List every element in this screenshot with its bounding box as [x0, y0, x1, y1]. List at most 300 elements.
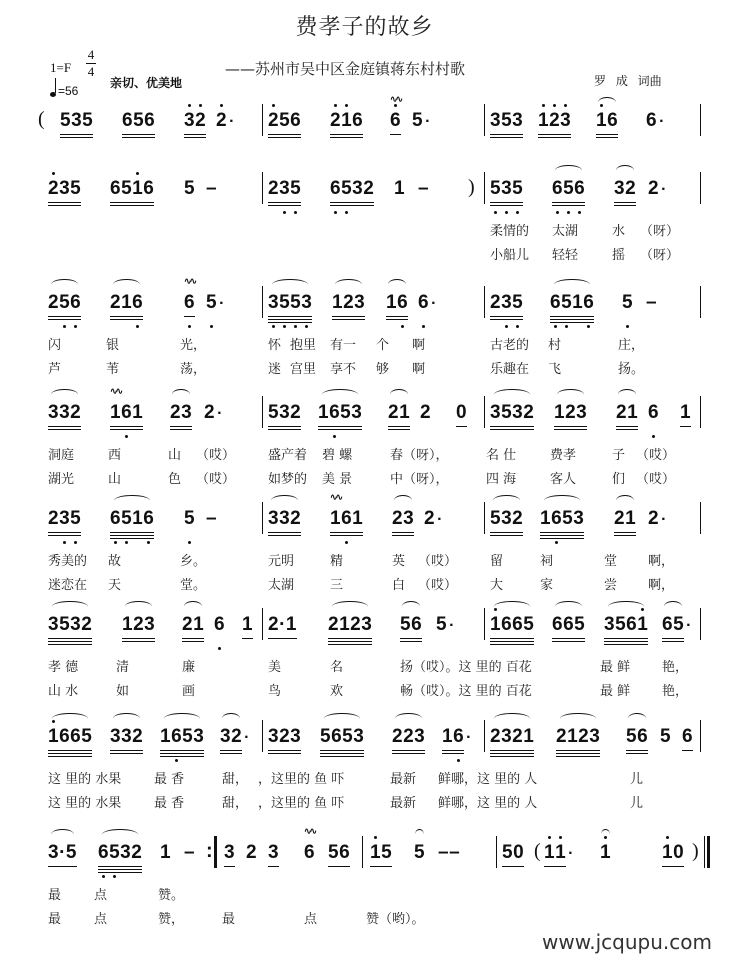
note-digits: [490, 292, 523, 314]
beam-underline: [110, 319, 143, 320]
note-group: [604, 614, 648, 636]
note: 5: [182, 726, 194, 747]
lyric-syllable: 白: [392, 578, 406, 593]
note: 6: [110, 508, 121, 530]
augmentation-dot: ·: [219, 295, 225, 312]
lyric-syllable: 鸟: [268, 684, 282, 699]
lyric-syllable: 扬。: [618, 362, 645, 377]
note-digits: [214, 614, 225, 636]
beam-underline: [268, 202, 301, 203]
note-digits: [268, 292, 312, 314]
note: 3: [290, 726, 302, 747]
note: 3: [576, 402, 588, 423]
note-digits: [438, 842, 460, 864]
score-system: [0, 168, 729, 278]
augmentation-dot: ·: [425, 113, 431, 130]
note-group: [390, 94, 402, 132]
note: 2: [392, 726, 404, 747]
note: 2: [578, 726, 590, 747]
note: 2: [48, 178, 59, 200]
octave-down-dot: [626, 325, 629, 328]
note-group: [550, 292, 594, 314]
beam-underline: [220, 750, 242, 751]
note: 2: [268, 178, 280, 199]
slur-arc: [598, 97, 616, 108]
note-digits: [318, 402, 362, 424]
octave-up-dot: [52, 172, 55, 175]
lyric-syllable: 秀美的: [48, 554, 88, 569]
note-group: [388, 402, 410, 424]
note: 5: [412, 110, 424, 131]
note-group: [544, 842, 574, 864]
beam-underline: [490, 641, 534, 642]
note-digits: [682, 726, 693, 748]
note-group: [392, 726, 425, 748]
lyric-syllable: 最 鲜: [600, 684, 631, 699]
note-digits: [268, 614, 297, 636]
lyric-syllable: 春（呀），: [390, 448, 449, 463]
lyric-syllable: 最 香: [154, 772, 185, 787]
note: 1: [637, 614, 648, 636]
note: 2: [565, 402, 577, 423]
lyric-syllable: 山: [168, 448, 182, 463]
watermark: www.jcqupu.com: [542, 930, 712, 954]
note: 2: [648, 508, 660, 529]
note: 3: [352, 178, 364, 199]
note-digits: [414, 842, 425, 864]
note-group: [110, 726, 143, 748]
note: 6: [552, 614, 564, 635]
note: 3: [279, 402, 291, 423]
note: 6: [341, 508, 352, 530]
note-group: [626, 726, 648, 748]
note: 2: [350, 614, 362, 635]
beam-underline: [170, 426, 192, 427]
note: 1: [352, 508, 364, 529]
octave-down-dot: [147, 541, 150, 544]
beam-underline: [48, 644, 92, 645]
note: 6: [646, 110, 658, 131]
note-group: [502, 842, 524, 864]
lyric-syllable: 美 景: [322, 472, 353, 487]
beam-underline: [614, 202, 636, 203]
note-digits: [552, 178, 585, 200]
note: 2: [614, 508, 626, 529]
lyric-syllable: 村: [548, 338, 562, 353]
lyric-syllable: 儿: [630, 772, 644, 787]
octave-down-dot: [578, 211, 581, 214]
note: 6: [70, 726, 82, 747]
slur-arc: [102, 829, 137, 840]
beam-underline: [490, 644, 534, 645]
note: 2: [512, 726, 524, 747]
score-system: [0, 604, 729, 714]
note-digits: [600, 842, 611, 864]
note: 5: [109, 842, 120, 864]
note-group: [370, 842, 392, 864]
note: 6: [512, 614, 524, 635]
note-group: [490, 178, 523, 200]
score-system: [0, 716, 729, 826]
slur-arc: [494, 389, 529, 400]
slur-arc: [494, 601, 529, 612]
note-group: [332, 292, 365, 314]
note: 1: [662, 842, 673, 864]
note-symbol: ·: [59, 842, 66, 863]
beam-underline: [330, 134, 363, 135]
note-group: [540, 508, 584, 530]
note: 6: [132, 292, 143, 314]
beam-underline: [122, 641, 155, 642]
note: 5: [65, 842, 77, 863]
beam-underline: [182, 641, 204, 642]
octave-down-dot: [188, 325, 191, 328]
beam-underline: [604, 644, 648, 645]
note: 2: [48, 292, 60, 313]
note-group: [424, 508, 443, 530]
note: 3: [59, 402, 71, 423]
beam-underline: [268, 535, 301, 536]
note: 5: [279, 292, 290, 314]
beam-underline: [490, 316, 523, 317]
note-group: [394, 178, 405, 200]
note: 5: [436, 614, 448, 635]
note-group: [268, 614, 297, 636]
beam-underline: [662, 638, 684, 639]
augmentation-dot: ·: [466, 729, 472, 746]
augmentation-dot: ·: [431, 295, 437, 312]
bar-line: [262, 104, 263, 136]
beam-underline: [110, 205, 154, 206]
note-symbol: –: [206, 508, 218, 529]
lyric-syllable: 点: [304, 912, 318, 927]
octave-down-dot: [283, 211, 286, 214]
slur-arc: [493, 495, 520, 506]
beam-underline: [614, 532, 636, 533]
note: 0: [673, 842, 685, 863]
octave-down-dot: [114, 541, 117, 544]
note: 2: [490, 292, 502, 313]
note-group: [328, 614, 372, 636]
note-digits: [110, 292, 143, 314]
note-group: [110, 386, 144, 424]
slur-arc: [616, 165, 634, 176]
note-group: [328, 842, 350, 864]
bar-line: [484, 720, 485, 752]
note-digits: [48, 614, 92, 636]
note-digits: [544, 842, 566, 864]
note: 6: [329, 402, 340, 424]
octave-up-dot: [374, 836, 377, 839]
beam-underline: [662, 866, 684, 867]
note-digits: [370, 842, 392, 864]
note: 1: [523, 726, 535, 747]
note-symbol: ·: [279, 614, 286, 635]
note-symbol: –: [418, 178, 430, 199]
note: 2: [290, 402, 302, 423]
note-digits: [442, 726, 464, 748]
lyric-syllable: 柔情的: [490, 224, 530, 239]
note-digits: [110, 178, 154, 200]
beam-underline: [268, 322, 312, 323]
note: 2: [133, 614, 145, 635]
lyric-syllable: 点: [94, 912, 108, 927]
note: 1: [394, 178, 406, 199]
note: 6: [626, 614, 638, 635]
note-group: [490, 614, 534, 636]
beam-underline: [48, 638, 92, 639]
note: 1: [386, 292, 398, 313]
note-digits: [418, 178, 429, 200]
note-group: [442, 726, 472, 748]
note-group: [418, 178, 429, 200]
lyric-syllable: 太湖: [552, 224, 579, 239]
beam-underline: [550, 319, 594, 320]
note: 1: [567, 726, 579, 747]
note: 3: [59, 508, 70, 530]
beam-underline: [268, 532, 301, 533]
lyric-syllable: 元明: [268, 554, 295, 569]
note: 1: [680, 402, 692, 423]
note: 1: [554, 402, 566, 423]
note-digits: [184, 842, 195, 864]
bar-line: [700, 720, 701, 752]
parenthesis: ): [468, 176, 475, 198]
note: 6: [143, 178, 155, 199]
slur-arc: [172, 389, 190, 400]
note-digits: [304, 826, 316, 864]
beam-underline: [544, 866, 566, 867]
note: 6: [143, 508, 154, 530]
bar-line: [262, 608, 263, 640]
note: 5: [414, 842, 426, 863]
note-digits: [390, 94, 402, 132]
note: 6: [352, 110, 364, 131]
note-group: [268, 726, 301, 748]
octave-up-dot: [564, 104, 567, 107]
lyric-syllable: 美: [268, 660, 282, 675]
beam-underline: [328, 644, 372, 645]
note-group: [48, 292, 81, 314]
note: 5: [59, 614, 71, 635]
lyric-syllable: 太湖: [268, 578, 295, 593]
octave-down-dot: [63, 325, 66, 328]
octave-down-dot: [505, 211, 508, 214]
note-digits: [490, 726, 534, 748]
note-digits: [394, 178, 405, 200]
lyric-syllable: 飞: [548, 362, 562, 377]
note-symbol: –: [438, 842, 450, 863]
lyric-syllable: 小船儿: [490, 248, 530, 263]
note: 3: [110, 726, 122, 747]
slur-arc: [222, 713, 240, 724]
note: 1: [370, 842, 381, 864]
beam-underline: [48, 866, 77, 867]
note-group: [660, 726, 671, 748]
beam-underline: [328, 638, 372, 639]
octave-down-dot: [333, 435, 336, 438]
note: 6: [501, 614, 513, 635]
note: 2: [556, 726, 568, 747]
slur-arc: [402, 601, 420, 612]
note-group: [614, 178, 636, 200]
octave-down-dot: [74, 325, 77, 328]
note-digits: [328, 842, 350, 864]
note: 0: [456, 402, 468, 423]
note: 1: [110, 402, 122, 423]
note-digits: [490, 178, 523, 200]
note: 3: [512, 402, 524, 423]
bar-line: [362, 836, 363, 868]
beam-underline: [330, 205, 374, 206]
beam-underline: [490, 750, 534, 751]
note: 6: [304, 842, 316, 863]
note: 3: [120, 842, 132, 863]
note-symbol: –: [206, 178, 218, 199]
note-group: [206, 178, 217, 200]
note-digits: [502, 842, 524, 864]
note: 2: [392, 508, 404, 529]
note-group: [160, 842, 171, 864]
beam-underline: [490, 202, 523, 203]
note: 3: [589, 726, 601, 747]
octave-up-dot: [666, 836, 669, 839]
beam-underline: [60, 137, 93, 138]
lyric-syllable: 中（呀），: [390, 472, 449, 487]
note: 3: [144, 614, 156, 635]
note: 5: [561, 292, 572, 314]
note: 5: [70, 178, 82, 199]
octave-down-dot: [555, 541, 558, 544]
octave-down-dot: [136, 325, 139, 328]
note-digits: [216, 110, 227, 132]
octave-down-dot: [188, 541, 191, 544]
note-digits: [604, 614, 648, 636]
beam-underline: [662, 641, 684, 642]
beam-underline: [110, 753, 143, 754]
note: 6: [59, 726, 71, 747]
note: 3: [512, 110, 524, 131]
note: 3: [501, 508, 513, 529]
lyric-syllable: 赞（哟）。: [366, 912, 425, 927]
beam-underline: [220, 753, 242, 754]
beam-underline: [48, 316, 81, 317]
bar-line: [484, 172, 485, 204]
octave-down-dot: [457, 759, 460, 762]
note-group: [220, 726, 250, 748]
note: 1: [596, 110, 607, 132]
trill-icon: ∿∿: [304, 826, 316, 836]
octave-up-dot: [220, 104, 223, 107]
lyric-syllable: 啊，: [648, 554, 675, 569]
note: 2: [330, 110, 341, 132]
beam-underline: [98, 872, 142, 873]
note: 3: [268, 292, 279, 314]
lyric-syllable: 荡，: [180, 362, 207, 377]
note: 3: [48, 842, 60, 863]
note-group: [268, 508, 301, 530]
beam-underline: [386, 316, 408, 317]
note-group: [48, 842, 77, 864]
note: 6: [330, 178, 341, 200]
octave-down-dot: [125, 435, 128, 438]
note-digits: [330, 178, 374, 200]
slur-arc: [618, 389, 636, 400]
note-digits: [206, 292, 217, 314]
lyric-syllable: 苇: [106, 362, 120, 377]
octave-down-dot: [283, 325, 286, 328]
note-digits: [60, 110, 93, 132]
beam-underline: [122, 137, 155, 138]
lyric-syllable: 闪: [48, 338, 62, 353]
lyric-syllable: 摇: [612, 248, 626, 263]
slur-arc: [271, 495, 298, 506]
note-digits: [246, 842, 257, 864]
bar-line: [484, 608, 485, 640]
note: 5: [502, 842, 514, 863]
note-digits: [556, 726, 600, 748]
note-digits: [622, 292, 633, 314]
lyric-syllable: 古老的: [490, 338, 530, 353]
bar-line: [484, 286, 485, 318]
note: 3: [279, 178, 290, 200]
slur-arc: [335, 279, 362, 290]
augmentation-dot: ·: [686, 617, 692, 634]
beam-underline: [160, 750, 204, 751]
lyric-syllable: 山: [108, 472, 122, 487]
note-digits: [160, 842, 171, 864]
slur-arc: [332, 601, 367, 612]
note: 2: [420, 402, 432, 423]
lyric-syllable: 个: [376, 338, 390, 353]
note: 6: [121, 402, 132, 424]
beam-underline: [490, 426, 534, 427]
note-digits: [220, 726, 242, 748]
note-digits: [400, 614, 422, 636]
lyric-syllable: 庄，: [618, 338, 645, 353]
lyric-syllable: 乡。: [180, 554, 207, 569]
beam-underline: [332, 319, 365, 320]
note: 3: [184, 110, 195, 132]
note: 2: [616, 402, 628, 423]
beam-underline: [268, 750, 301, 751]
beam-underline: [320, 756, 364, 757]
beam-underline: [552, 202, 585, 203]
note-digits: [206, 508, 217, 530]
note-group: [184, 508, 195, 530]
octave-up-dot: [334, 104, 337, 107]
note: 5: [328, 842, 340, 863]
time-signature: [86, 48, 96, 79]
augmentation-dot: ·: [217, 405, 223, 422]
note: 2: [625, 178, 637, 199]
note: 1: [332, 292, 344, 313]
note-digits: [424, 508, 435, 530]
slur-arc: [608, 601, 643, 612]
beam-underline: [332, 316, 365, 317]
note-digits: [328, 614, 372, 636]
bar-line: [484, 396, 485, 428]
note-group: [268, 110, 301, 132]
octave-down-dot: [345, 541, 348, 544]
note: 1: [122, 614, 134, 635]
octave-down-dot: [565, 325, 568, 328]
note-digits: [662, 842, 684, 864]
lyric-syllable: 如: [116, 684, 130, 699]
note-digits: [110, 726, 143, 748]
note-group: [98, 842, 142, 864]
note: 6: [290, 110, 302, 131]
